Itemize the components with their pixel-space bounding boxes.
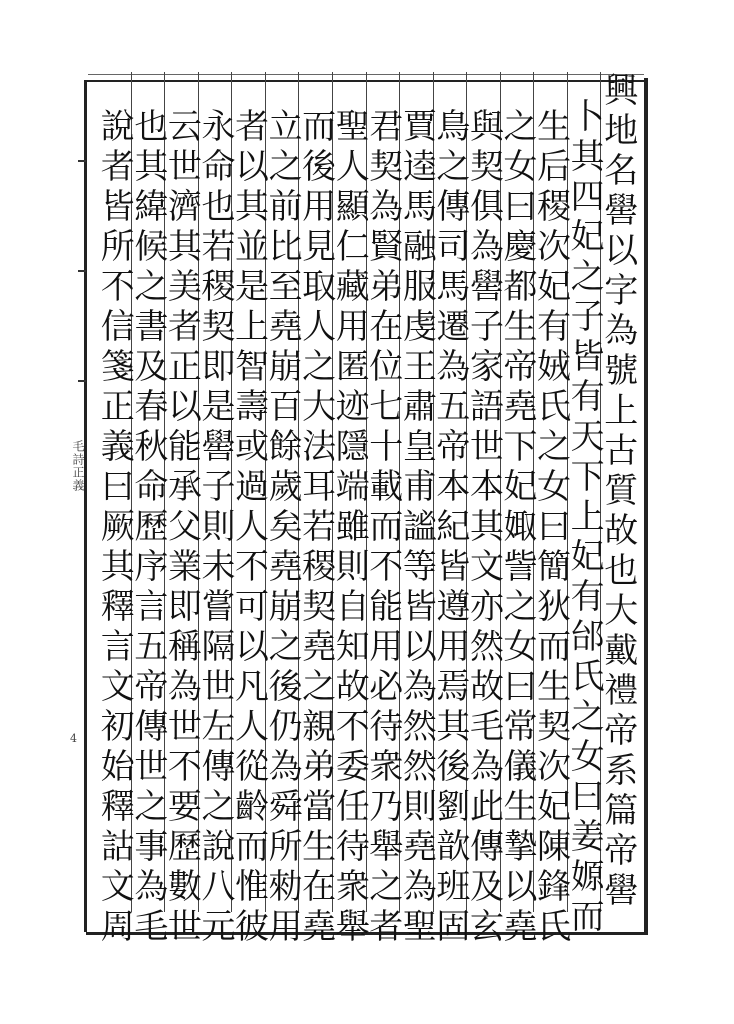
text-column (127, 72, 168, 948)
left-border-rule (84, 80, 87, 932)
text-column (597, 72, 638, 912)
text-column (161, 72, 202, 948)
text-column (463, 72, 504, 948)
text-column (262, 72, 303, 948)
text-column (194, 72, 235, 948)
text-columns (94, 72, 638, 948)
text-column (530, 72, 571, 948)
text-column (329, 72, 370, 948)
column-text: 之女曰慶都生帝堯下妃娵訾之女曰常儀生摯以堯 (497, 108, 538, 948)
text-column (94, 72, 135, 948)
column-text: 卜其四妃之子皆有天下上妃有邰氏之女曰姜嫄而 (564, 98, 605, 938)
column-text: 云世濟其美者正以能承父業即稱為世不要歷數世 (161, 108, 202, 948)
margin-book-title: 毛詩正義 (71, 440, 85, 492)
column-text: 鳥之傳司馬遷為五帝本紀皆遵用焉其後劉歆班固 (429, 108, 470, 948)
column-text: 而後用見取人之大法耳若稷契堯之親弟當生在堯 (295, 108, 336, 948)
margin-tick (78, 160, 86, 162)
column-text: 君契為賢弟在位七十載而不能用必待衆乃舉之者 (362, 108, 403, 948)
column-text: 立之前比至堯崩百餘歲矣堯崩之後仍為舜所勑用 (262, 108, 303, 948)
column-text: 永命也若稷契即是嚳子則未嘗隔世左傳之說八元 (194, 108, 235, 948)
text-column (429, 72, 470, 948)
margin-tick (78, 270, 86, 272)
text-column (295, 72, 336, 948)
column-text: 興地名嚳以字為號上古質故也大戴禮帝系篇帝嚳 (597, 72, 638, 912)
column-text: 與契俱為嚳子家語世本其文亦然故毛為此傳及玄 (463, 108, 504, 948)
column-text: 賈逵馬融服虔王肅皇甫謐等皆以為然然則堯為聖 (396, 108, 437, 948)
text-column (362, 72, 403, 948)
text-column (228, 72, 269, 948)
column-text: 也其緯候之書及春秋命歷序言五帝傳世之事為毛 (127, 108, 168, 948)
column-text: 生后稷次妃有娀氏之女曰簡狄而生契次妃陳鋒氏 (530, 108, 571, 948)
text-column (564, 72, 605, 938)
text-column (497, 72, 538, 948)
column-text: 者以其並是上智壽或過人不可以凡人從齡而惟彼 (228, 108, 269, 948)
right-border-rule (644, 78, 648, 932)
text-column (396, 72, 437, 948)
column-text: 說者皆所不信箋正義曰厥其釋言文初始釋詁文周 (94, 108, 135, 948)
margin-tick (78, 380, 86, 382)
page-number: 4 (70, 732, 77, 745)
column-text: 聖人顯仁藏用匿迹隱端雖則自知故不委任待衆舉 (329, 108, 370, 948)
